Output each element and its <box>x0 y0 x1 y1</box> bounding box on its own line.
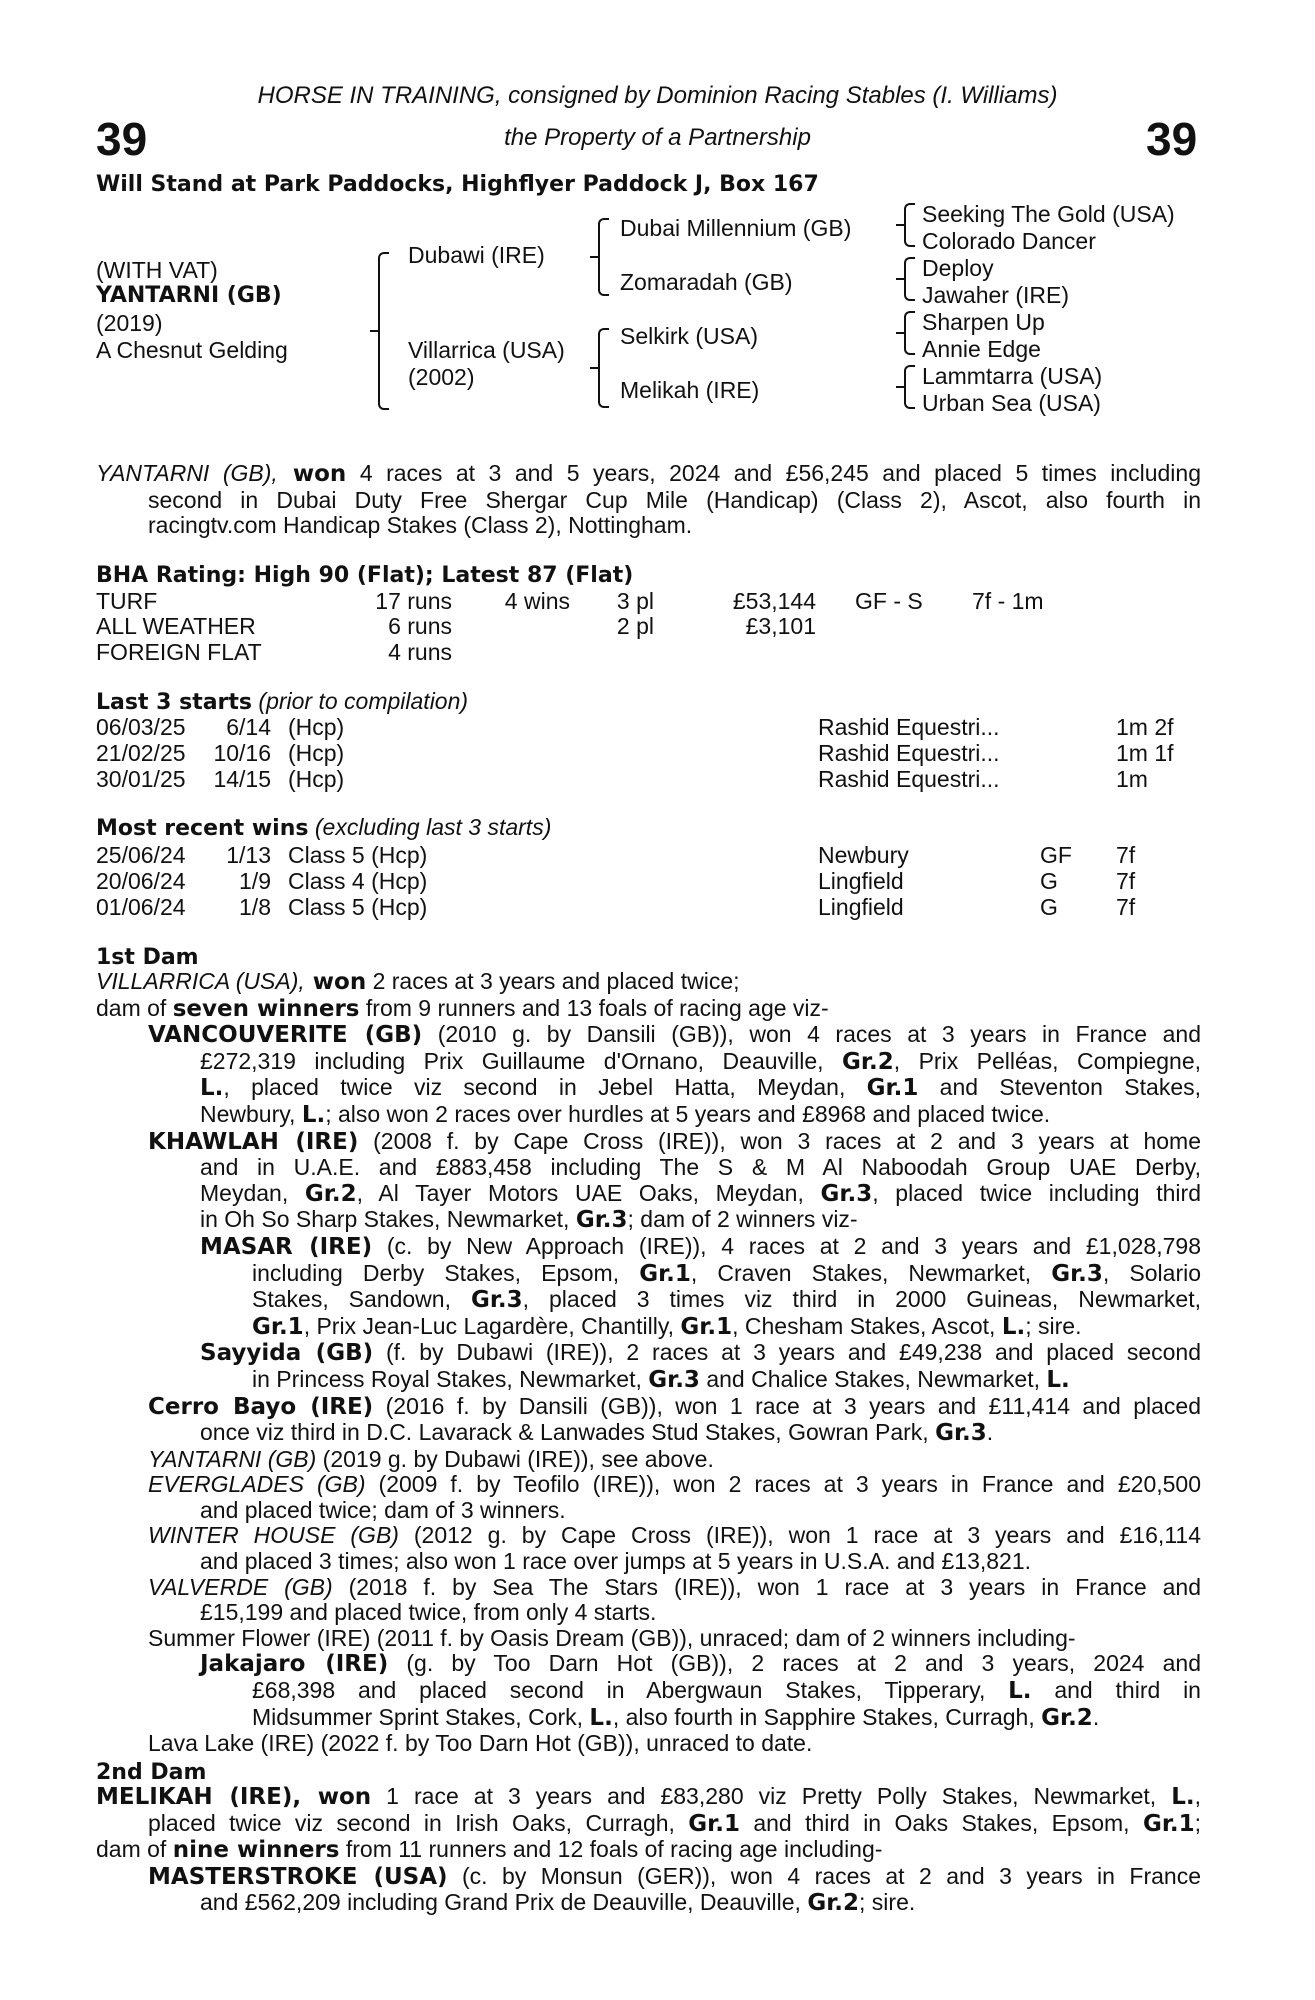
vancouverite-line <box>96 1075 1201 1102</box>
first-dam-line-1: VILLARRICA (USA), won 2 races at 3 years and placed twice; <box>96 968 740 995</box>
khawlah-line <box>96 1207 1201 1234</box>
text-segment: and £562,209 including Grand Prix de Deauville, Deauville, <box>200 1889 808 1916</box>
vancouverite-line <box>96 1049 1201 1076</box>
masterstroke-line <box>96 1864 1201 1891</box>
text-segment: Gr.2 <box>842 1048 894 1075</box>
text-segment: Gr.1 <box>252 1313 304 1340</box>
text-segment: in Princess Royal Stakes, Newmarket, <box>252 1365 649 1392</box>
start-distance: 1m <box>1116 766 1148 792</box>
cerro-bayo-line <box>96 1394 1201 1421</box>
text-segment: (f. by Dubawi (IRE)), 2 races at 3 years and £49,238 and placed second <box>373 1339 1202 1366</box>
text-segment: KHAWLAH (IRE) <box>148 1128 359 1155</box>
text-segment: , placed 3 times viz third in 2000 Guineas, Newmarket, <box>522 1286 1201 1313</box>
second-dam-body <box>96 1784 1201 1917</box>
text-segment: dam of <box>96 1836 173 1863</box>
rating-heading: BHA Rating: High 90 (Flat); Latest 87 (Flat) <box>96 563 634 588</box>
text-segment: L. <box>589 1704 613 1731</box>
text-segment: YANTARNI (GB) <box>148 1445 317 1472</box>
second-dam-line-3 <box>96 1837 1201 1864</box>
text-segment: Midsummer Sprint Stakes, Cork, <box>252 1703 590 1730</box>
text-segment: WINTER HOUSE (GB) <box>148 1522 399 1549</box>
vancouverite-line <box>96 1102 1201 1129</box>
jakajaro-line <box>96 1705 1201 1732</box>
start-course: Rashid Equestri... <box>818 740 1000 766</box>
text-segment: Gr.3 <box>1051 1260 1103 1287</box>
pedigree-g4: Jawaher (IRE) <box>922 282 1069 308</box>
rating-runs: 6 runs <box>388 613 452 639</box>
rating-row <box>0 613 1315 639</box>
masar-line <box>96 1234 1201 1261</box>
pedigree-brace-dam <box>598 328 609 408</box>
text-segment: Gr.2 <box>807 1890 860 1917</box>
text-segment: Gr.2 <box>1041 1704 1093 1731</box>
win-course: Lingfield <box>818 868 904 894</box>
text-segment: VALVERDE (GB) <box>148 1573 333 1600</box>
start-course: Rashid Equestri... <box>818 766 1000 792</box>
recent-win-row <box>0 842 1315 868</box>
rating-placed: 3 pl <box>616 588 654 614</box>
text-segment: Gr.3 <box>470 1287 523 1314</box>
masar-line <box>96 1287 1201 1314</box>
start-position: 14/15 <box>213 766 271 792</box>
text-segment: Gr.3 <box>648 1366 700 1393</box>
valverde-line <box>96 1600 1201 1626</box>
text-segment: L. <box>200 1075 224 1102</box>
lot-number-right: 39 <box>1146 113 1198 165</box>
last-start-row <box>0 740 1315 766</box>
cerro-bayo-line <box>96 1420 1201 1447</box>
win-distance: 7f <box>1116 894 1136 920</box>
text-segment: and third in Oaks Stakes, Epsom, <box>739 1809 1143 1836</box>
pedigree-sire: Dubawi (IRE) <box>408 242 545 268</box>
second-dam-line-2 <box>96 1811 1201 1838</box>
pedigree-brace-g1 <box>904 203 915 247</box>
start-date: 21/02/25 <box>96 740 186 766</box>
last-start-row <box>0 714 1315 740</box>
text-segment: Newbury, <box>200 1100 302 1127</box>
pedigree-g5: Sharpen Up <box>922 309 1045 335</box>
start-position: 10/16 <box>213 740 271 766</box>
text-segment: Gr.1 <box>688 1810 740 1837</box>
text-segment: (2019 g. by Dubawi (IRE)), see above. <box>316 1445 714 1472</box>
rating-row <box>0 588 1315 614</box>
pedigree-dam-sire: Selkirk (USA) <box>620 323 759 349</box>
first-dam-heading: 1st Dam <box>96 945 199 970</box>
text-segment: , Solario <box>1102 1259 1202 1286</box>
text-segment: ; sire. <box>859 1889 916 1916</box>
text-segment: £15,199 and placed twice, from only 4 starts. <box>200 1599 657 1626</box>
summary-line-3: racingtv.com Handicap Stakes (Class 2), Nottingham. <box>148 512 693 539</box>
win-distance: 7f <box>1116 868 1136 894</box>
text-segment: , Craven Stakes, Newmarket, <box>690 1259 1052 1286</box>
text-segment: (g. by Too Darn Hot (GB)), 2 races at 2 and 3 years, 2024 and <box>388 1650 1202 1677</box>
text-segment: ; dam of 2 winners viz- <box>627 1206 858 1233</box>
pedigree-brace-sire <box>598 218 609 296</box>
text-segment: and Chalice Stakes, Newmarket, <box>699 1365 1047 1392</box>
start-date: 30/01/25 <box>96 766 186 792</box>
rating-surface: FOREIGN FLAT <box>96 639 262 665</box>
win-course: Lingfield <box>818 894 904 920</box>
masterstroke-line <box>96 1890 1201 1917</box>
text-segment: MASAR (IRE) <box>200 1233 373 1260</box>
text-segment: won <box>301 1784 372 1810</box>
text-segment: (2010 g. by Dansili (GB)), won 4 races at 3 years in France and <box>422 1021 1201 1048</box>
summary-line-2: second in Dubai Duty Free Shergar Cup Mile (Handicap) (Class 2), Ascot, also fourth in <box>148 486 1201 513</box>
text-segment: Gr.3 <box>575 1207 628 1234</box>
recent-wins-note: (excluding last 3 starts) <box>314 814 552 840</box>
text-segment: (2008 f. by Cape Cross (IRE)), won 3 races at 2 and 3 years at home <box>358 1127 1201 1154</box>
text-segment: , also fourth in Sapphire Stakes, Curragh, <box>612 1703 1042 1730</box>
vancouverite-line <box>96 1022 1201 1049</box>
property-line: the Property of a Partnership <box>504 124 811 151</box>
pedigree-g2: Colorado Dancer <box>922 228 1096 254</box>
valverde-line <box>96 1575 1201 1601</box>
pedigree-sire-dam: Zomaradah (GB) <box>620 269 793 295</box>
text-segment: 1 race at 3 years and £83,280 viz Pretty Polly Stakes, Newmarket, <box>371 1783 1172 1809</box>
win-race: Class 5 (Hcp) <box>288 842 428 868</box>
text-segment: Cerro Bayo (IRE) <box>148 1393 374 1420</box>
recent-win-row <box>0 894 1315 920</box>
text-segment: Gr.1 <box>1142 1810 1195 1837</box>
text-segment: . <box>986 1419 994 1446</box>
win-going: G <box>1040 894 1058 920</box>
lot-number-left: 39 <box>96 113 148 165</box>
recent-wins-heading: Most recent wins <box>96 816 309 841</box>
text-segment: including Derby Stakes, Epsom, <box>252 1259 640 1286</box>
pedigree-g7: Lammtarra (USA) <box>922 363 1103 389</box>
text-segment: Meydan, <box>200 1179 305 1206</box>
khawlah-line <box>96 1155 1201 1181</box>
start-date: 06/03/25 <box>96 714 186 740</box>
text-segment: L. <box>1001 1313 1026 1340</box>
text-segment: (2009 f. by Teofilo (IRE)), won 2 races at 3 years in France and £20,500 <box>365 1471 1202 1498</box>
second-dam-line-1 <box>96 1784 1201 1811</box>
winter-house-line <box>96 1549 1201 1575</box>
text-segment: nine winners <box>172 1837 340 1864</box>
rating-runs: 17 runs <box>375 588 452 614</box>
text-segment: (2016 f. by Dansili (GB)), won 1 race at 3 years and £11,414 and placed <box>373 1392 1201 1419</box>
horse-description: A Chesnut Gelding <box>96 337 288 363</box>
khawlah-line <box>96 1129 1201 1156</box>
win-date: 20/06/24 <box>96 868 186 894</box>
first-dam-body <box>96 969 1201 1757</box>
second-dam-lines <box>96 1784 1201 1917</box>
pedigree-g6: Annie Edge <box>922 336 1041 362</box>
text-segment: Gr.1 <box>680 1313 733 1340</box>
second-dam-heading: 2nd Dam <box>96 1760 207 1785</box>
text-segment: once viz third in D.C. Lavarack & Lanwades Stud Stakes, Gowran Park, <box>200 1419 936 1446</box>
rating-placed: 2 pl <box>616 613 654 639</box>
text-segment: , Al Tayer Motors UAE Oaks, Meydan, <box>356 1179 821 1206</box>
lava-lake-line: Lava Lake (IRE) (2022 f. by Too Darn Hot (GB)), unraced to date. <box>148 1730 813 1757</box>
pedigree-g8: Urban Sea (USA) <box>922 390 1101 416</box>
pedigree-brace-g4 <box>904 365 915 409</box>
rating-prize: £3,101 <box>745 613 816 639</box>
text-segment: VANCOUVERITE (GB) <box>148 1022 423 1049</box>
text-segment: Gr.1 <box>866 1075 919 1102</box>
text-segment: Gr.2 <box>304 1180 357 1207</box>
text-segment: L. <box>301 1101 326 1128</box>
text-segment: Jakajaro (IRE) <box>200 1651 389 1678</box>
start-race: (Hcp) <box>288 740 345 766</box>
win-position: 1/13 <box>226 842 271 868</box>
text-segment: (2018 f. by Sea The Stars (IRE)), won 1 race at 3 years in France and <box>332 1573 1201 1600</box>
text-segment: , <box>1194 1783 1202 1809</box>
rating-wins: 4 wins <box>504 588 570 614</box>
sayyida-line <box>96 1340 1201 1367</box>
sayyida-line <box>96 1367 1201 1394</box>
text-segment: (c. by Monsun (GER)), won 4 races at 2 and 3 years in France <box>447 1862 1201 1889</box>
text-segment: EVERGLADES (GB) <box>148 1471 366 1498</box>
rating-prize: £53,144 <box>732 588 816 614</box>
text-segment: L. <box>1171 1784 1195 1810</box>
pedigree-brace-main <box>378 252 389 410</box>
text-segment: MELIKAH (IRE), <box>96 1784 302 1810</box>
win-date: 01/06/24 <box>96 894 186 920</box>
text-segment: ; sire. <box>1025 1312 1082 1339</box>
winter-house-line <box>96 1523 1201 1549</box>
summary-paragraph <box>96 461 1201 539</box>
first-dam-progeny <box>96 1022 1201 1757</box>
win-race: Class 5 (Hcp) <box>288 894 428 920</box>
stand-line: Will Stand at Park Paddocks, Highflyer Paddock J, Box 167 <box>96 172 819 197</box>
recent-win-row <box>0 868 1315 894</box>
horse-year: (2019) <box>96 310 163 336</box>
pedigree-dam-dam: Melikah (IRE) <box>620 377 760 403</box>
text-segment: and placed twice; dam of 3 winners. <box>200 1496 566 1523</box>
rating-surface: TURF <box>96 588 158 614</box>
masar-line <box>96 1261 1201 1288</box>
rating-surface: ALL WEATHER <box>96 613 256 639</box>
pedigree-g1: Seeking The Gold (USA) <box>922 201 1175 227</box>
yantarni-line <box>96 1447 1201 1473</box>
text-segment: , Prix Jean-Luc Lagardère, Chantilly, <box>303 1312 681 1339</box>
win-position: 1/9 <box>239 868 271 894</box>
rating-row <box>0 639 1315 665</box>
text-segment: , Chesham Stakes, Ascot, <box>732 1312 1002 1339</box>
pedigree-dam: Villarrica (USA) <box>408 337 565 363</box>
text-segment: (2012 g. by Cape Cross (IRE)), won 1 race at 3 years and £16,114 <box>398 1522 1201 1549</box>
rating-distance: 7f - 1m <box>972 588 1044 614</box>
text-segment: and Steventon Stakes, <box>918 1074 1201 1101</box>
jakajaro-line <box>96 1678 1201 1705</box>
pedigree-sire-sire: Dubai Millennium (GB) <box>620 215 852 241</box>
rating-going: GF - S <box>855 588 923 614</box>
text-segment: and placed 3 times; also won 1 race over jumps at 5 years in U.S.A. and £13,821. <box>200 1548 1032 1575</box>
win-date: 25/06/24 <box>96 842 186 868</box>
khawlah-line <box>96 1181 1201 1208</box>
start-course: Rashid Equestri... <box>818 714 1000 740</box>
text-segment: L. <box>1008 1678 1032 1705</box>
start-race: (Hcp) <box>288 714 345 740</box>
text-segment: and third in <box>1031 1677 1201 1704</box>
pedigree-brace-g3 <box>904 311 915 355</box>
start-distance: 1m 1f <box>1116 740 1174 766</box>
win-going: GF <box>1040 842 1072 868</box>
pedigree-g3: Deploy <box>922 255 994 281</box>
text-segment: £272,319 including Prix Guillaume d'Ornano, Deauville, <box>200 1047 843 1074</box>
text-segment: . <box>1092 1703 1100 1730</box>
horse-name: YANTARNI (GB) <box>96 283 282 308</box>
text-segment: Gr.3 <box>935 1420 987 1447</box>
text-segment: ; also won 2 races over hurdles at 5 years and £8968 and placed twice. <box>325 1100 1051 1127</box>
text-segment: ; <box>1194 1809 1202 1836</box>
last-starts-heading: Last 3 starts <box>96 690 253 715</box>
text-segment: Stakes, Sandown, <box>252 1286 471 1313</box>
summer-flower-line: Summer Flower (IRE) (2011 f. by Oasis Dream (GB)), unraced; dam of 2 winners including- <box>148 1624 1076 1651</box>
text-segment: Gr.3 <box>820 1180 873 1207</box>
win-course: Newbury <box>818 842 909 868</box>
text-segment: in Oh So Sharp Stakes, Newmarket, <box>200 1206 576 1233</box>
text-segment: , placed twice including third <box>872 1179 1201 1206</box>
text-segment: MASTERSTROKE (USA) <box>148 1863 448 1890</box>
text-segment: L. <box>1046 1366 1070 1393</box>
text-segment: placed twice viz second in Irish Oaks, Curragh, <box>148 1809 689 1836</box>
win-going: G <box>1040 868 1058 894</box>
masar-line <box>96 1314 1201 1341</box>
start-position: 6/14 <box>226 714 271 740</box>
recent-wins-title <box>96 814 551 841</box>
text-segment: Sayyida (GB) <box>200 1340 374 1367</box>
rating-runs: 4 runs <box>388 639 452 665</box>
text-segment: (c. by New Approach (IRE)), 4 races at 2 and 3 years and £1,028,798 <box>372 1232 1201 1259</box>
text-segment: from 11 runners and 12 foals of racing age including- <box>339 1836 883 1863</box>
everglades-line <box>96 1498 1201 1524</box>
everglades-line <box>96 1472 1201 1498</box>
text-segment: £68,398 and placed second in Abergwaun Stakes, Tipperary, <box>252 1677 1009 1704</box>
win-position: 1/8 <box>239 894 271 920</box>
summary-line-1: YANTARNI (GB), won 4 races at 3 and 5 years, 2024 and £56,245 and placed 5 times including <box>96 460 1201 487</box>
consignor-line: HORSE IN TRAINING, consigned by Dominion Racing Stables (I. Williams) <box>257 82 1058 109</box>
start-distance: 1m 2f <box>1116 714 1174 740</box>
win-race: Class 4 (Hcp) <box>288 868 428 894</box>
pedigree-brace-g2 <box>904 257 915 301</box>
text-segment: , Prix Pelléas, Compiegne, <box>893 1047 1201 1074</box>
text-segment: , placed twice viz second in Jebel Hatta, Meydan, <box>223 1074 867 1101</box>
vat-label: (WITH VAT) <box>96 257 218 283</box>
text-segment: and in U.A.E. and £883,458 including The S & M Al Naboodah Group UAE Derby, <box>200 1154 1201 1181</box>
jakajaro-line <box>96 1651 1201 1678</box>
pedigree-dam-year: (2002) <box>408 364 475 390</box>
last-starts-title <box>96 688 468 715</box>
text-segment: Gr.1 <box>639 1260 691 1287</box>
win-distance: 7f <box>1116 842 1136 868</box>
start-race: (Hcp) <box>288 766 345 792</box>
last-start-row <box>0 766 1315 792</box>
last-starts-note: (prior to compilation) <box>258 688 469 714</box>
first-dam-line-2: dam of seven winners from 9 runners and 13 foals of racing age viz- <box>96 994 829 1022</box>
